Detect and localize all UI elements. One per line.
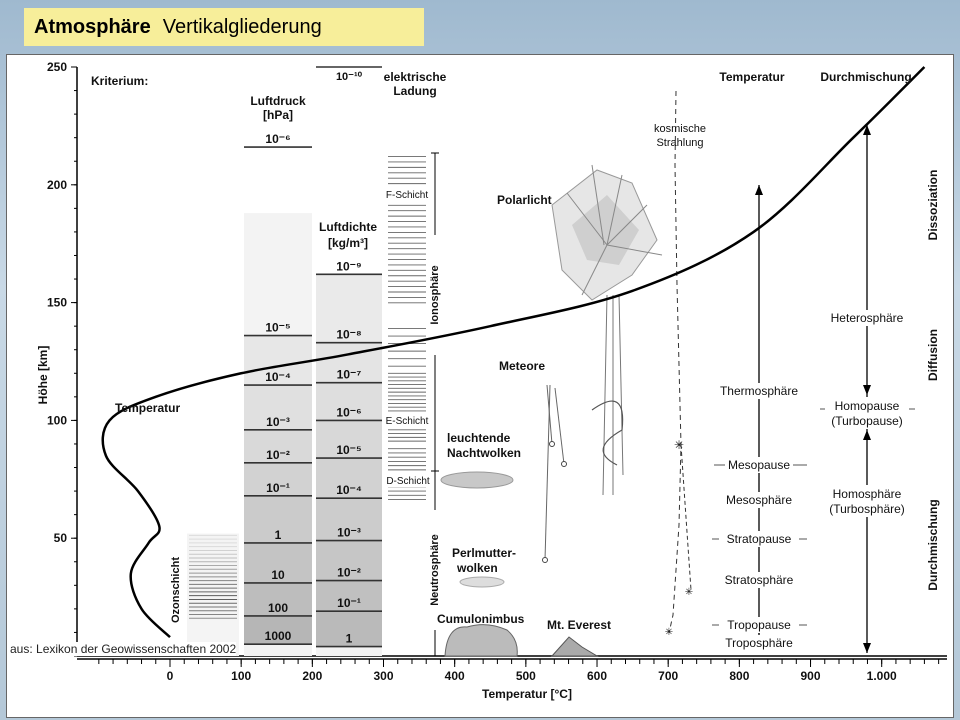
x-tick-group [99, 659, 939, 683]
x-tick-label: 200 [302, 669, 323, 683]
mixing-column-title: Durchmischung [820, 70, 912, 84]
nlc-label-2: Nachtwolken [447, 446, 522, 460]
x-tick-label: 0 [166, 669, 174, 683]
aurora-graphic [552, 165, 662, 495]
temp-column-title: Temperatur [719, 70, 785, 84]
pressure-column [244, 132, 312, 656]
ozone-label: Ozonschicht [170, 556, 182, 624]
meteors-graphic [543, 385, 567, 563]
cosmic-label-1: kosmische [654, 123, 706, 135]
y-tick-label: 200 [46, 177, 67, 192]
density-column [316, 67, 382, 656]
density-value: 10⁻¹⁰ [335, 71, 363, 83]
density-value: 10⁻¹ [337, 596, 361, 611]
charge-title-1: elektrische [383, 70, 447, 84]
density-value: 1 [345, 631, 353, 646]
dissociation-label: Dissoziation [926, 169, 940, 241]
heterosphere-label: Heterosphäre [830, 311, 904, 325]
title-subtitle: Vertikalgliederung [162, 15, 322, 38]
stratopause-label: Stratopause [726, 532, 792, 546]
diagram-panel [6, 54, 954, 718]
density-value: 10⁻⁷ [336, 367, 362, 382]
x-tick-label: 600 [587, 669, 608, 683]
homosphere-label-2: (Turbosphäre) [829, 502, 905, 516]
criterion-label: Kriterium: [91, 74, 149, 88]
x-tick-label: 900 [800, 669, 821, 683]
pressure-value: 10⁻⁵ [265, 320, 291, 335]
pressure-value: 10 [271, 567, 285, 582]
pressure-title-2: [hPa] [263, 108, 293, 122]
density-title-1: Luftdichte [319, 220, 377, 234]
charge-title-2: Ladung [393, 84, 437, 98]
homopause-label-2: (Turbopause) [831, 414, 903, 428]
x-tick-label: 800 [729, 669, 750, 683]
density-value: 10⁻² [337, 565, 361, 580]
title-bar [24, 8, 424, 46]
pressure-value: 10⁻³ [266, 414, 290, 429]
mesosphere-label: Mesosphäre [725, 493, 793, 507]
everest-graphic [552, 637, 597, 656]
e-layer-label: E-Schicht [385, 416, 429, 427]
mixing-label: Durchmischung [926, 499, 940, 591]
y-tick-label: 50 [53, 531, 67, 546]
meteors-label: Meteore [499, 359, 546, 373]
pressure-value: 1000 [264, 629, 292, 644]
density-value: 10⁻⁵ [336, 443, 362, 458]
x-tick-label: 100 [231, 669, 252, 683]
temp-arrow-up [755, 185, 763, 195]
x-tick-label: 1.000 [866, 669, 897, 683]
pressure-title-1: Luftdruck [250, 94, 306, 108]
y-tick-label: 100 [46, 413, 67, 428]
thermosphere-label: Thermosphäre [719, 384, 799, 398]
everest-label: Mt. Everest [547, 618, 612, 632]
mixing-arrow-mid-down [863, 385, 871, 395]
charge-column [385, 157, 429, 500]
x-tick-label: 400 [444, 669, 465, 683]
x-tick-label: 300 [373, 669, 394, 683]
ozone-layer-column [187, 533, 239, 656]
pressure-value: 10⁻¹ [266, 480, 290, 495]
density-title-2: [kg/m³] [328, 236, 368, 250]
x-tick-label: 500 [515, 669, 536, 683]
cosmic-ray-star-3: ✳ [664, 627, 674, 638]
density-value: 10⁻³ [337, 525, 361, 540]
troposphere-label: Troposphäre [725, 636, 793, 650]
diffusion-label: Diffusion [926, 329, 940, 381]
mesopause-label: Mesopause [727, 458, 791, 472]
nacreous-label-1: Perlmutter- [452, 546, 517, 560]
source-citation: aus: Lexikon der Geowissenschaften 2002 [10, 642, 237, 656]
ionosphere-label: Ionosphäre [429, 265, 441, 325]
aurora-label: Polarlicht [497, 193, 552, 207]
pressure-value: 10⁻⁶ [265, 132, 291, 147]
cosmic-ray-branch [681, 445, 691, 590]
cumulonimbus-label: Cumulonimbus [437, 612, 525, 626]
homopause-label-1: Homopause [834, 399, 900, 413]
neutrosphere-label: Neutrosphäre [429, 534, 441, 606]
d-layer-label: D-Schicht [386, 476, 430, 487]
temperature-curve-label: Temperatur [115, 401, 181, 415]
y-tick-label: 250 [46, 60, 67, 74]
density-value: 10⁻⁴ [336, 483, 362, 498]
nacreous-label-2: wolken [457, 561, 498, 575]
ozone-bg [187, 533, 239, 656]
nlc-label-1: leuchtende [447, 431, 511, 445]
nlc-cloud [441, 472, 513, 488]
cosmic-ray-star-2: ✳ [684, 587, 694, 598]
y-tick-label: 150 [46, 295, 67, 310]
cosmic-ray-path [669, 91, 681, 633]
density-value: 10⁻⁶ [336, 405, 362, 420]
tropopause-label: Tropopause [727, 618, 791, 632]
density-value: 10⁻⁸ [336, 327, 362, 342]
x-tick-label: 700 [658, 669, 679, 683]
atmosphere-diagram [7, 55, 953, 717]
cosmic-ray-star-1: ✳ [673, 438, 685, 452]
pressure-value: 100 [267, 600, 289, 615]
nacreous-cloud [460, 577, 504, 587]
homosphere-label-1: Homosphäre [832, 487, 902, 501]
y-axis-label: Höhe [km] [36, 345, 50, 405]
pressure-value: 1 [274, 527, 282, 542]
mixing-arrow-mid-up [863, 430, 871, 440]
f-layer-label: F-Schicht [385, 190, 429, 201]
stratosphere-label: Stratosphäre [724, 573, 794, 587]
cosmic-label-2: Strahlung [656, 137, 704, 149]
title-main: Atmosphäre [34, 15, 151, 38]
x-axis-label: Temperatur [°C] [482, 687, 572, 701]
mixing-arrow-bottom [863, 643, 871, 653]
y-tick-group [47, 60, 77, 656]
density-value: 10⁻⁹ [336, 259, 362, 274]
pressure-value: 10⁻⁴ [265, 370, 291, 385]
pressure-value: 10⁻² [266, 447, 290, 462]
cumulonimbus-graphic [445, 625, 517, 656]
